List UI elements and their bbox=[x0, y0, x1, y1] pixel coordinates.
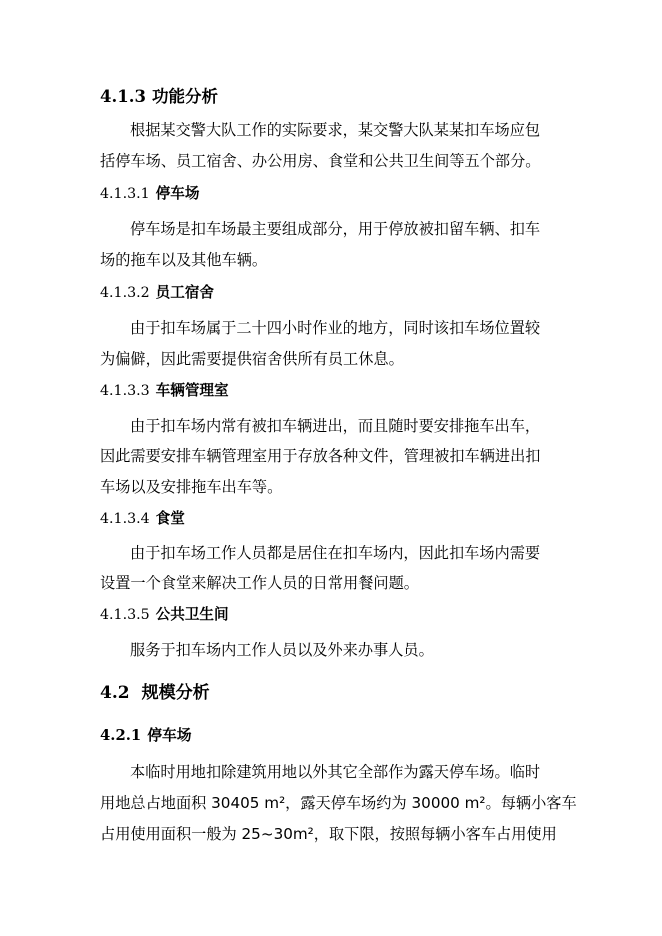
paragraph-line: 占用使用面积一般为 25~30m²，取下限，按照每辆小客车占用使用 bbox=[100, 825, 557, 843]
heading-number: 4.2.1 bbox=[100, 727, 142, 744]
paragraph-line: 因此需要安排车辆管理室用于存放各种文件，管理被扣车辆进出扣 bbox=[100, 447, 541, 465]
paragraph-line: 根据某交警大队工作的实际要求，某交警大队某某扣车场应包 bbox=[130, 121, 541, 139]
heading-title: 功能分析 bbox=[151, 87, 218, 106]
heading-title: 食堂 bbox=[155, 510, 185, 527]
paragraph-line: 为偏僻，因此需要提供宿舍供所有员工休息。 bbox=[100, 350, 404, 368]
paragraph-line: 停车场是扣车场最主要组成部分，用于停放被扣留车辆、扣车 bbox=[130, 220, 541, 238]
heading-title: 车辆管理室 bbox=[155, 382, 229, 399]
heading-4-1-3-1 bbox=[100, 184, 199, 204]
heading-4-2-1 bbox=[100, 726, 192, 746]
heading-number: 4.1.3.4 bbox=[100, 511, 150, 527]
heading-title: 员工宿舍 bbox=[155, 284, 215, 301]
paragraph-line: 由于扣车场工作人员都是居住在扣车场内，因此扣车场内需要 bbox=[130, 544, 541, 562]
heading-4-2 bbox=[100, 683, 210, 703]
paragraph-line: 场的拖车以及其他车辆。 bbox=[100, 251, 268, 269]
paragraph-line: 括停车场、员工宿舍、办公用房、食堂和公共卫生间等五个部分。 bbox=[100, 152, 541, 170]
heading-4-1-3 bbox=[100, 87, 218, 107]
heading-title: 公共卫生间 bbox=[155, 606, 229, 623]
heading-4-1-3-3 bbox=[100, 381, 229, 401]
paragraph-line: 服务于扣车场内工作人员以及外来办事人员。 bbox=[130, 641, 434, 659]
heading-4-1-3-2 bbox=[100, 283, 214, 303]
paragraph-line: 用地总占地面积 30405 m²，露天停车场约为 30000 m²。每辆小客车 bbox=[100, 794, 577, 812]
heading-4-1-3-5 bbox=[100, 605, 229, 625]
heading-number: 4.1.3.5 bbox=[100, 607, 150, 623]
heading-number: 4.1.3.2 bbox=[100, 285, 150, 301]
heading-number: 4.1.3.1 bbox=[100, 186, 150, 202]
paragraph-line: 由于扣车场属于二十四小时作业的地方，同时该扣车场位置较 bbox=[130, 319, 541, 337]
heading-number: 4.1.3 bbox=[100, 87, 146, 106]
heading-title: 停车场 bbox=[147, 727, 192, 744]
paragraph-line: 车场以及安排拖车出车等。 bbox=[100, 478, 283, 496]
paragraph-line: 设置一个食堂来解决工作人员的日常用餐问题。 bbox=[100, 574, 419, 592]
paragraph-line: 本临时用地扣除建筑用地以外其它全部作为露天停车场。临时 bbox=[130, 763, 541, 781]
paragraph-line: 由于扣车场内常有被扣车辆进出，而且随时要安排拖车出车， bbox=[130, 417, 541, 435]
heading-4-1-3-4 bbox=[100, 509, 185, 529]
heading-title: 规模分析 bbox=[141, 683, 210, 703]
heading-number: 4.1.3.3 bbox=[100, 383, 150, 399]
heading-title: 停车场 bbox=[155, 185, 200, 202]
heading-number: 4.2 bbox=[100, 683, 130, 703]
